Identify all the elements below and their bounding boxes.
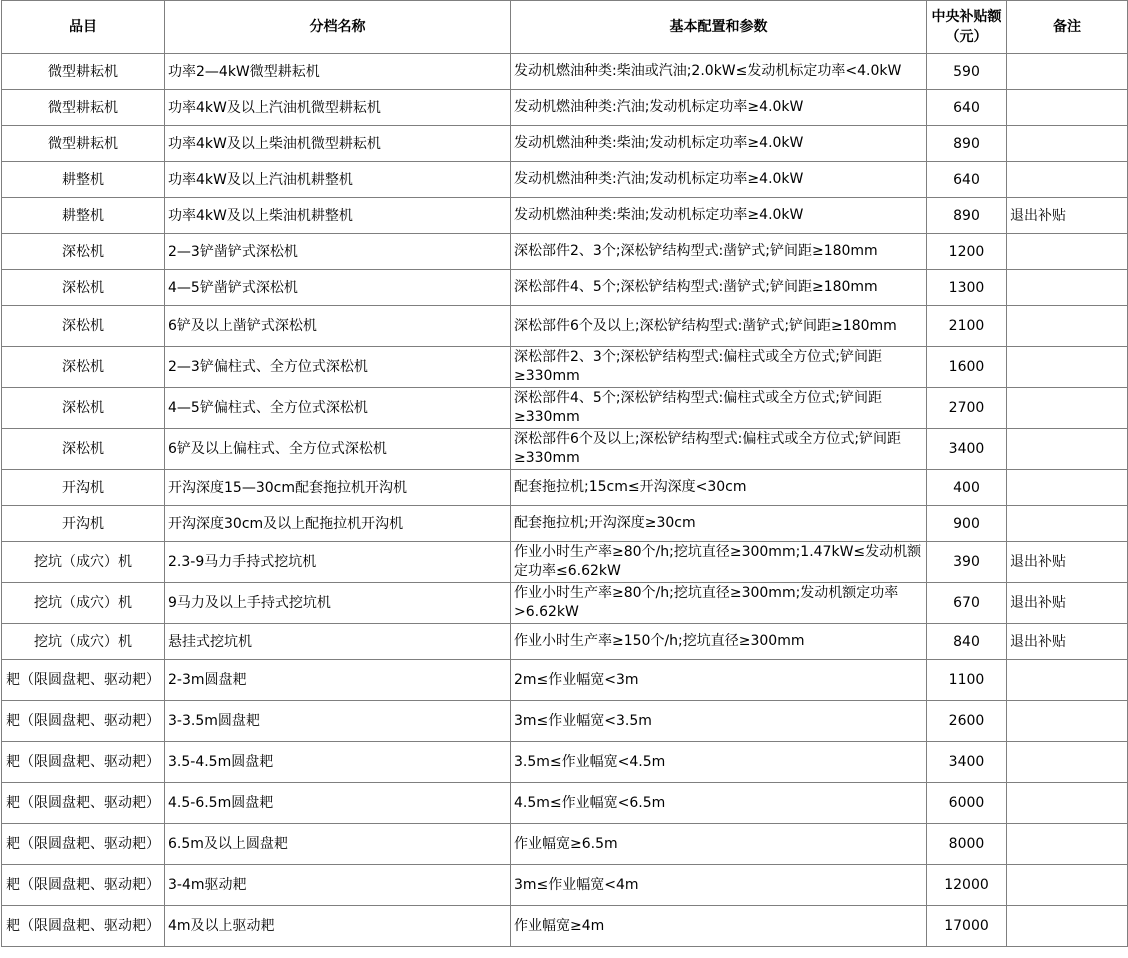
cell-note (1007, 234, 1128, 270)
cell-spec: 作业小时生产率≥80个/h;挖坑直径≥300mm;发动机额定功率>6.62kW (511, 583, 927, 624)
table-row (2, 624, 1128, 660)
cell-note (1007, 54, 1128, 90)
cell-item: 耙（限圆盘耙、驱动耙） (2, 824, 165, 865)
cell-tier: 4—5铲凿铲式深松机 (165, 270, 511, 306)
cell-item: 挖坑（成穴）机 (2, 583, 165, 624)
cell-spec: 作业小时生产率≥150个/h;挖坑直径≥300mm (511, 624, 927, 660)
cell-spec: 配套拖拉机;15cm≤开沟深度<30cm (511, 470, 927, 506)
cell-note: 退出补贴 (1007, 624, 1128, 660)
cell-subsidy: 840 (927, 624, 1007, 660)
cell-tier: 功率4kW及以上柴油机微型耕耘机 (165, 126, 511, 162)
cell-note (1007, 506, 1128, 542)
subsidy-table (1, 0, 1128, 947)
cell-tier: 2.3-9马力手持式挖坑机 (165, 542, 511, 583)
table-row (2, 270, 1128, 306)
cell-item: 耙（限圆盘耙、驱动耙） (2, 783, 165, 824)
cell-tier: 功率4kW及以上柴油机耕整机 (165, 198, 511, 234)
cell-tier: 4m及以上驱动耙 (165, 906, 511, 947)
table-row (2, 701, 1128, 742)
cell-item: 深松机 (2, 388, 165, 429)
table-row (2, 90, 1128, 126)
cell-note (1007, 470, 1128, 506)
cell-note: 退出补贴 (1007, 542, 1128, 583)
cell-subsidy: 12000 (927, 865, 1007, 906)
table-row (2, 783, 1128, 824)
table-row (2, 347, 1128, 388)
cell-item: 耙（限圆盘耙、驱动耙） (2, 906, 165, 947)
table-body (2, 54, 1128, 947)
cell-note (1007, 306, 1128, 347)
cell-subsidy: 640 (927, 162, 1007, 198)
cell-note (1007, 865, 1128, 906)
cell-tier: 3-4m驱动耙 (165, 865, 511, 906)
cell-item: 耕整机 (2, 162, 165, 198)
cell-tier: 9马力及以上手持式挖坑机 (165, 583, 511, 624)
cell-tier: 4.5-6.5m圆盘耙 (165, 783, 511, 824)
cell-item: 挖坑（成穴）机 (2, 542, 165, 583)
table-row (2, 429, 1128, 470)
cell-subsidy: 890 (927, 198, 1007, 234)
cell-item: 深松机 (2, 234, 165, 270)
cell-item: 耙（限圆盘耙、驱动耙） (2, 701, 165, 742)
cell-item: 微型耕耘机 (2, 90, 165, 126)
cell-subsidy: 8000 (927, 824, 1007, 865)
cell-subsidy: 890 (927, 126, 1007, 162)
cell-subsidy: 1200 (927, 234, 1007, 270)
cell-item: 微型耕耘机 (2, 126, 165, 162)
cell-subsidy: 400 (927, 470, 1007, 506)
table-row (2, 234, 1128, 270)
cell-note: 退出补贴 (1007, 583, 1128, 624)
cell-subsidy: 670 (927, 583, 1007, 624)
cell-item: 开沟机 (2, 506, 165, 542)
cell-tier: 开沟深度30cm及以上配拖拉机开沟机 (165, 506, 511, 542)
table-row (2, 742, 1128, 783)
cell-tier: 3.5-4.5m圆盘耙 (165, 742, 511, 783)
cell-spec: 3.5m≤作业幅宽<4.5m (511, 742, 927, 783)
table-row (2, 906, 1128, 947)
cell-spec: 发动机燃油种类:柴油;发动机标定功率≥4.0kW (511, 126, 927, 162)
cell-note (1007, 660, 1128, 701)
cell-spec: 作业幅宽≥6.5m (511, 824, 927, 865)
cell-tier: 开沟深度15—30cm配套拖拉机开沟机 (165, 470, 511, 506)
cell-spec: 4.5m≤作业幅宽<6.5m (511, 783, 927, 824)
cell-item: 微型耕耘机 (2, 54, 165, 90)
cell-subsidy: 390 (927, 542, 1007, 583)
cell-subsidy: 590 (927, 54, 1007, 90)
table-row (2, 306, 1128, 347)
cell-spec: 作业小时生产率≥80个/h;挖坑直径≥300mm;1.47kW≤发动机额定功率≤6.62kW (511, 542, 927, 583)
cell-note (1007, 162, 1128, 198)
table-row (2, 54, 1128, 90)
cell-subsidy: 6000 (927, 783, 1007, 824)
cell-subsidy: 2100 (927, 306, 1007, 347)
cell-subsidy: 17000 (927, 906, 1007, 947)
col-header-spec: 基本配置和参数 (511, 1, 927, 54)
cell-tier: 4—5铲偏柱式、全方位式深松机 (165, 388, 511, 429)
cell-spec: 3m≤作业幅宽<4m (511, 865, 927, 906)
cell-tier: 功率4kW及以上汽油机耕整机 (165, 162, 511, 198)
header-row (2, 1, 1128, 54)
cell-note (1007, 824, 1128, 865)
cell-tier: 2—3铲凿铲式深松机 (165, 234, 511, 270)
cell-note (1007, 90, 1128, 126)
table-row (2, 162, 1128, 198)
cell-item: 深松机 (2, 429, 165, 470)
cell-spec: 发动机燃油种类:柴油或汽油;2.0kW≤发动机标定功率<4.0kW (511, 54, 927, 90)
table-row (2, 865, 1128, 906)
cell-tier: 2—3铲偏柱式、全方位式深松机 (165, 347, 511, 388)
table-row (2, 660, 1128, 701)
cell-spec: 深松部件2、3个;深松铲结构型式:凿铲式;铲间距≥180mm (511, 234, 927, 270)
cell-tier: 悬挂式挖坑机 (165, 624, 511, 660)
cell-note (1007, 701, 1128, 742)
cell-spec: 配套拖拉机;开沟深度≥30cm (511, 506, 927, 542)
cell-item: 深松机 (2, 347, 165, 388)
cell-subsidy: 1300 (927, 270, 1007, 306)
cell-subsidy: 900 (927, 506, 1007, 542)
cell-note (1007, 270, 1128, 306)
col-header-item: 品目 (2, 1, 165, 54)
cell-spec: 作业幅宽≥4m (511, 906, 927, 947)
cell-item: 深松机 (2, 306, 165, 347)
cell-item: 深松机 (2, 270, 165, 306)
cell-note (1007, 783, 1128, 824)
cell-tier: 6铲及以上偏柱式、全方位式深松机 (165, 429, 511, 470)
cell-note (1007, 347, 1128, 388)
table-row (2, 126, 1128, 162)
cell-subsidy: 640 (927, 90, 1007, 126)
table-row (2, 506, 1128, 542)
cell-item: 耙（限圆盘耙、驱动耙） (2, 742, 165, 783)
cell-spec: 发动机燃油种类:汽油;发动机标定功率≥4.0kW (511, 162, 927, 198)
cell-item: 开沟机 (2, 470, 165, 506)
table-row (2, 583, 1128, 624)
cell-spec: 深松部件2、3个;深松铲结构型式:偏柱式或全方位式;铲间距≥330mm (511, 347, 927, 388)
cell-note: 退出补贴 (1007, 198, 1128, 234)
cell-spec: 深松部件4、5个;深松铲结构型式:凿铲式;铲间距≥180mm (511, 270, 927, 306)
cell-spec: 发动机燃油种类:汽油;发动机标定功率≥4.0kW (511, 90, 927, 126)
cell-tier: 2-3m圆盘耙 (165, 660, 511, 701)
col-header-tier: 分档名称 (165, 1, 511, 54)
cell-item: 耕整机 (2, 198, 165, 234)
table-row (2, 388, 1128, 429)
table-row (2, 470, 1128, 506)
cell-tier: 6.5m及以上圆盘耙 (165, 824, 511, 865)
cell-subsidy: 1600 (927, 347, 1007, 388)
cell-subsidy: 3400 (927, 742, 1007, 783)
cell-tier: 功率4kW及以上汽油机微型耕耘机 (165, 90, 511, 126)
col-header-subsidy: 中央补贴额（元） (927, 1, 1007, 54)
cell-note (1007, 388, 1128, 429)
cell-spec: 3m≤作业幅宽<3.5m (511, 701, 927, 742)
cell-note (1007, 429, 1128, 470)
cell-subsidy: 2600 (927, 701, 1007, 742)
cell-subsidy: 2700 (927, 388, 1007, 429)
cell-spec: 深松部件6个及以上;深松铲结构型式:凿铲式;铲间距≥180mm (511, 306, 927, 347)
cell-item: 挖坑（成穴）机 (2, 624, 165, 660)
cell-item: 耙（限圆盘耙、驱动耙） (2, 660, 165, 701)
cell-spec: 深松部件6个及以上;深松铲结构型式:偏柱式或全方位式;铲间距≥330mm (511, 429, 927, 470)
cell-tier: 3-3.5m圆盘耙 (165, 701, 511, 742)
cell-note (1007, 906, 1128, 947)
cell-subsidy: 1100 (927, 660, 1007, 701)
cell-tier: 6铲及以上凿铲式深松机 (165, 306, 511, 347)
cell-tier: 功率2—4kW微型耕耘机 (165, 54, 511, 90)
table-row (2, 542, 1128, 583)
cell-item: 耙（限圆盘耙、驱动耙） (2, 865, 165, 906)
table-row (2, 824, 1128, 865)
cell-spec: 深松部件4、5个;深松铲结构型式:偏柱式或全方位式;铲间距≥330mm (511, 388, 927, 429)
table-row (2, 198, 1128, 234)
cell-spec: 2m≤作业幅宽<3m (511, 660, 927, 701)
cell-subsidy: 3400 (927, 429, 1007, 470)
cell-note (1007, 126, 1128, 162)
cell-spec: 发动机燃油种类:柴油;发动机标定功率≥4.0kW (511, 198, 927, 234)
col-header-note: 备注 (1007, 1, 1128, 54)
cell-note (1007, 742, 1128, 783)
